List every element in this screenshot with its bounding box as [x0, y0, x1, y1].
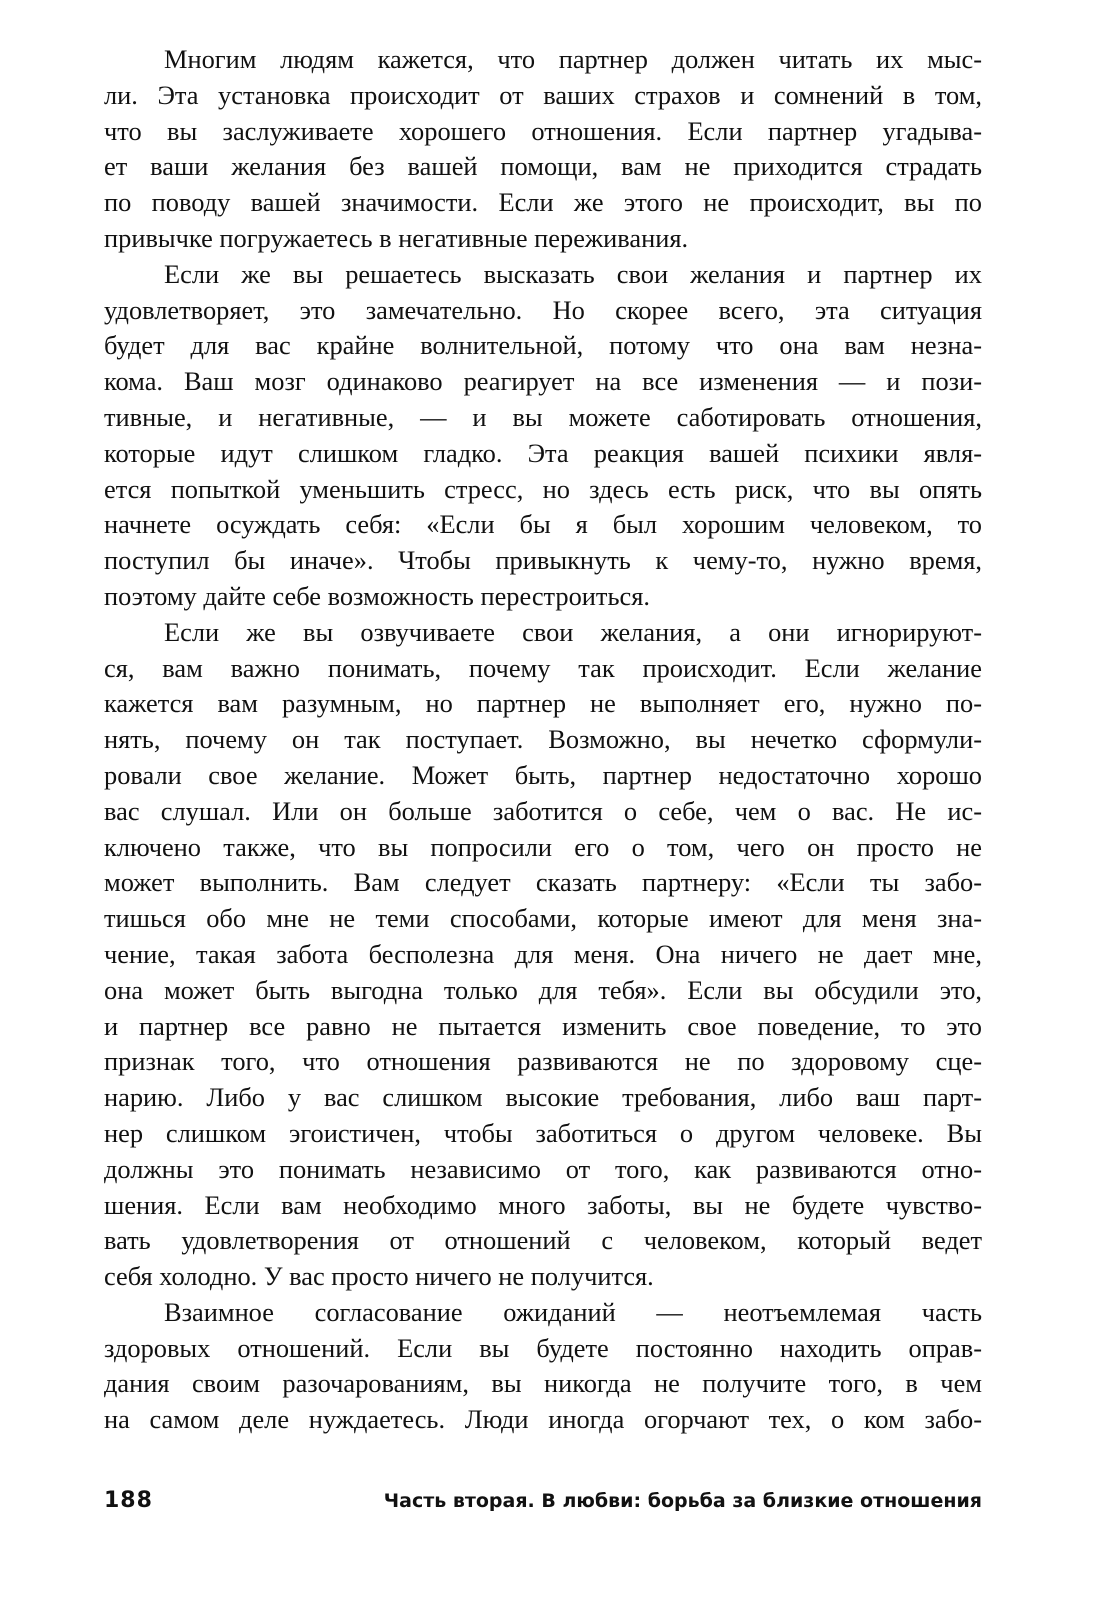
- text-line: ся, вам важно понимать, почему так происходит. Если желание: [104, 652, 982, 683]
- page-number: 188: [104, 1488, 153, 1513]
- text-line: кажется вам разумным, но партнер не выполняет его, нужно по-: [104, 688, 982, 719]
- text-line: она может быть выгодна только для тебя». Если вы обсудили это,: [104, 974, 982, 1005]
- text-line: тивные, и негативные, — и вы можете саботировать отношения,: [104, 401, 982, 432]
- text-line: начнете осуждать себя: «Если бы я был хорошим человеком, то: [104, 509, 982, 540]
- text-line: ли. Эта установка происходит от ваших страхов и сомнений в том,: [104, 79, 982, 110]
- paragraph: [104, 42, 982, 257]
- paragraph: [104, 1295, 982, 1438]
- text-line: ровали свое желание. Может быть, партнер недостаточно хорошо: [104, 759, 982, 790]
- text-line: ключено также, что вы попросили его о том, чего он просто не: [104, 831, 982, 862]
- text-line: здоровых отношений. Если вы будете постоянно находить оправ-: [104, 1332, 982, 1363]
- text-line: может выполнить. Вам следует сказать партнеру: «Если ты забо-: [104, 867, 982, 898]
- text-line: тишься обо мне не теми способами, которые имеют для меня зна-: [104, 903, 982, 934]
- text-line: на самом деле нуждаетесь. Люди иногда огорчают тех, о ком забо-: [104, 1404, 982, 1435]
- text-line: поступил бы иначе». Чтобы привыкнуть к чему-то, нужно время,: [104, 545, 982, 576]
- text-line: вас слушал. Или он больше заботится о себе, чем о вас. Не ис-: [104, 795, 982, 826]
- running-head: Часть вторая. В любви: борьба за близкие отношения: [383, 1490, 982, 1512]
- text-line: поэтому дайте себе возможность перестроиться.: [104, 580, 650, 611]
- text-line: шения. Если вам необходимо много заботы, вы не будете чувство-: [104, 1189, 982, 1220]
- text-line: которые идут слишком гладко. Эта реакция вашей психики явля-: [104, 437, 982, 468]
- text-line: удовлетворяет, это замечательно. Но скорее всего, эта ситуация: [104, 294, 982, 325]
- text-line: нарию. Либо у вас слишком высокие требования, либо ваш парт-: [104, 1082, 982, 1113]
- text-line: ется попыткой уменьшить стресс, но здесь есть риск, что вы опять: [104, 473, 982, 504]
- text-line: себя холодно. У вас просто ничего не получится.: [104, 1261, 654, 1292]
- text-line: что вы заслуживаете хорошего отношения. Если партнер угадыва-: [104, 115, 982, 146]
- paragraph: [104, 257, 982, 615]
- paragraph: [104, 615, 982, 1295]
- text-line: Взаимное согласование ожиданий — неотъемлемая часть: [164, 1296, 982, 1327]
- text-line: дания своим разочарованиям, вы никогда не получите того, в чем: [104, 1368, 982, 1399]
- text-line: привычке погружаетесь в негативные переживания.: [104, 222, 689, 253]
- text-line: по поводу вашей значимости. Если же этого не происходит, вы по: [104, 187, 982, 218]
- text-line: вать удовлетворения от отношений с человеком, который ведет: [104, 1225, 982, 1256]
- text-line: Многим людям кажется, что партнер должен читать их мыс-: [164, 44, 982, 74]
- text-line: должны это понимать независимо от того, как развиваются отно-: [104, 1153, 982, 1184]
- text-line: кома. Ваш мозг одинаково реагирует на все изменения — и пози-: [104, 366, 982, 397]
- text-line: чение, такая забота бесполезна для меня. Она ничего не дает мне,: [104, 938, 982, 969]
- body-text: [104, 42, 982, 1438]
- text-line: и партнер все равно не пытается изменить свое поведение, то это: [104, 1010, 982, 1041]
- text-line: будет для вас крайне волнительной, потому что она вам незна-: [104, 330, 982, 361]
- text-line: Если же вы решаетесь высказать свои желания и партнер их: [164, 258, 982, 289]
- text-line: признак того, что отношения развиваются не по здоровому сце-: [104, 1046, 982, 1077]
- text-line: Если же вы озвучиваете свои желания, а они игнорируют-: [164, 616, 982, 647]
- text-line: ет ваши желания без вашей помощи, вам не приходится страдать: [104, 151, 982, 182]
- text-line: нер слишком эгоистичен, чтобы заботиться о другом человеке. Вы: [104, 1117, 982, 1148]
- page-footer: [104, 1488, 982, 1518]
- text-line: нять, почему он так поступает. Возможно, вы нечетко сформули-: [104, 724, 982, 755]
